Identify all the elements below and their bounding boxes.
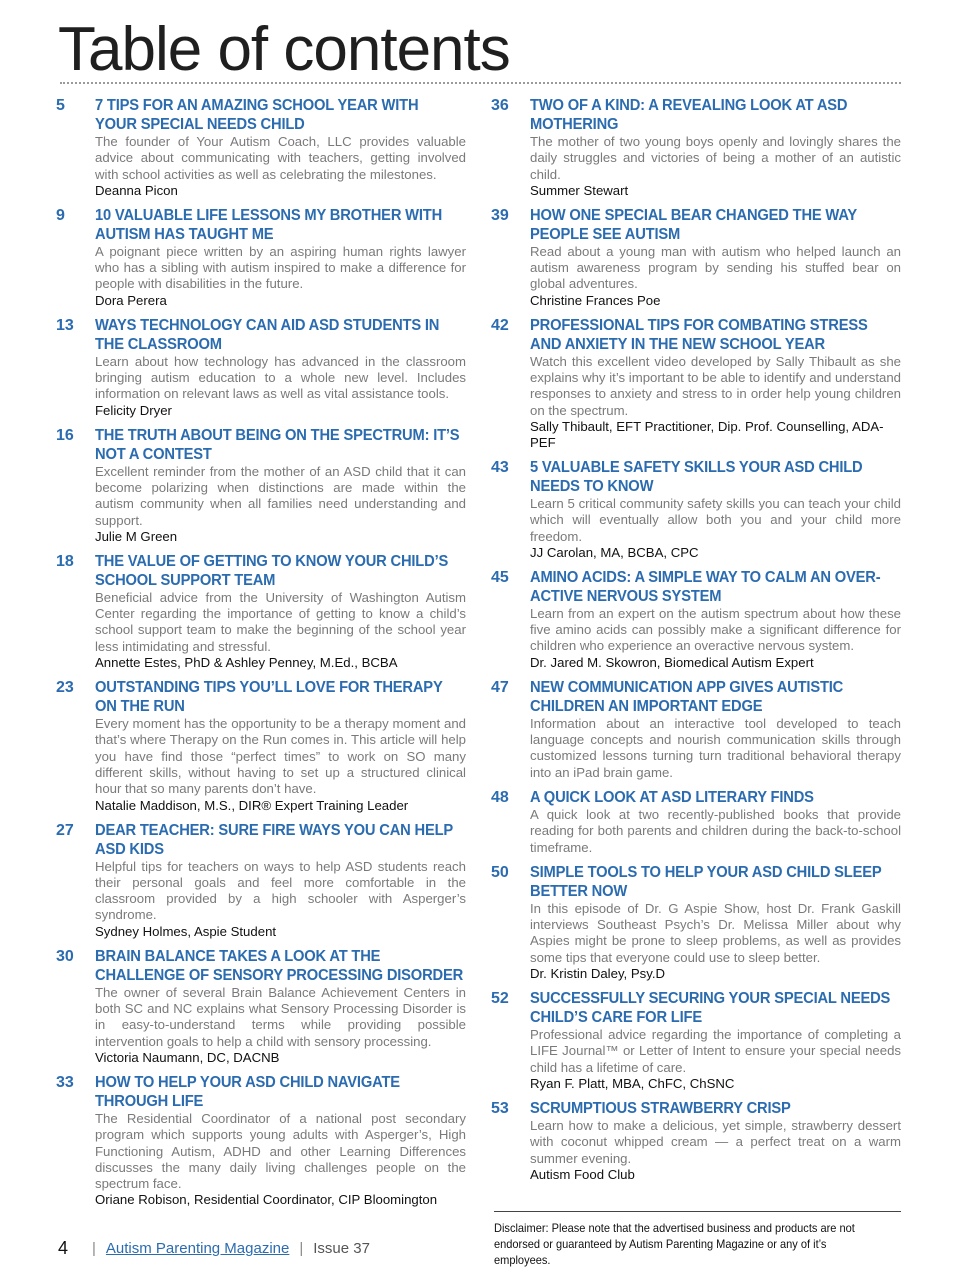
footer-separator: | <box>92 1240 96 1257</box>
toc-page-number: 50 <box>491 863 509 881</box>
toc-entry-title[interactable]: SIMPLE TOOLS TO HELP YOUR ASD CHILD SLEEP BETTER NOW <box>530 863 882 900</box>
toc-entry-body <box>95 678 466 813</box>
toc-entry-title[interactable]: OUTSTANDING TIPS YOU’LL LOVE FOR THERAPY ON THE RUN <box>95 679 443 716</box>
toc-entry[interactable] <box>491 206 901 309</box>
toc-page-number: 52 <box>491 990 509 1008</box>
toc-entry-author: Dora Perera <box>95 292 167 308</box>
toc-entry-description: In this episode of Dr. G Aspie Show, host Dr. Frank Gaskill interviews Southeast Psych’s Dr. Melissa Miller about why Aspies might be prone to sleep problems, as well as provides some tips that everyone could use to sleep better. <box>530 900 901 965</box>
toc-entry-body <box>530 206 901 309</box>
toc-entry-title[interactable]: HOW ONE SPECIAL BEAR CHANGED THE WAY PEOPLE SEE AUTISM <box>530 206 857 243</box>
toc-entry-description: Watch this excellent video developed by Sally Thibault as she explains why it’s important to be able to identify and understand responses to anxiety and stress to in order help young children on the spectrum. <box>530 353 901 418</box>
toc-entry-body <box>530 96 901 199</box>
toc-entry[interactable] <box>56 552 466 671</box>
toc-entry-author: Deanna Picon <box>95 182 178 198</box>
toc-entry-author: Annette Estes, PhD & Ashley Penney, M.Ed., BCBA <box>95 655 398 671</box>
toc-entry-body <box>95 947 466 1066</box>
toc-entry-body <box>530 788 901 856</box>
toc-entry-title[interactable]: 5 VALUABLE SAFETY SKILLS YOUR ASD CHILD NEEDS TO KNOW <box>530 458 863 495</box>
toc-page-number: 45 <box>491 568 509 586</box>
toc-entry-body <box>95 316 466 419</box>
toc-entry[interactable] <box>56 206 466 309</box>
toc-entry-title[interactable]: A QUICK LOOK AT ASD LITERARY FINDS <box>530 788 814 806</box>
toc-entry-description: Learn 5 critical community safety skills you can teach your child which will eventually allow both you and your child more freedom. <box>530 495 901 544</box>
toc-entry-body <box>530 678 901 781</box>
toc-page-number: 47 <box>491 678 509 696</box>
toc-entry-description: A quick look at two recently-published books that provide reading for both parents and children during the back-to-school timeframe. <box>530 806 901 855</box>
toc-entry[interactable] <box>491 458 901 561</box>
toc-column-left <box>56 96 466 1215</box>
toc-entry[interactable] <box>491 678 901 781</box>
toc-entry-author: Dr. Jared M. Skowron, Biomedical Autism Expert <box>530 654 814 670</box>
toc-page-number: 53 <box>491 1099 509 1117</box>
toc-entry-description: The founder of Your Autism Coach, LLC provides valuable advice about communicating with teachers, getting involved with school activities as well as celebrating the milestones. <box>95 134 466 182</box>
toc-entry-description: Information about an interactive tool developed to teach language concepts and nourish communication skills through customized lessons turning turn traditional behavioral therapy into an iPad brain game. <box>530 715 901 780</box>
toc-entry-title[interactable]: HOW TO HELP YOUR ASD CHILD NAVIGATE THROUGH LIFE <box>95 1073 400 1110</box>
toc-entry-author: Summer Stewart <box>530 182 629 198</box>
toc-entry-author: Christine Frances Poe <box>530 292 661 308</box>
toc-page-number: 18 <box>56 552 74 570</box>
toc-entry-body <box>530 316 901 451</box>
toc-page-number: 33 <box>56 1073 74 1091</box>
toc-entry-description: Learn how to make a delicious, yet simple, strawberry dessert with coconut whipped cream — a perfect treat on a warm summer evening. <box>530 1117 901 1166</box>
toc-entry-description: Excellent reminder from the mother of an ASD child that it can become polarizing when distinctions are made within the autism community when all families need understanding and support. <box>95 463 466 528</box>
toc-entry-description: Learn about how technology has advanced in the classroom bringing autism education to a whole new level. Includes information on relevant laws as well as vital assistance tools. <box>95 353 466 402</box>
toc-entry-description: The Residential Coordinator of a national post secondary program which supports young adults with Asperger’s, High Functioning Autism, ADHD and other Learning Differences discusses the many daily living challenges people on the spectrum face. <box>95 1110 466 1192</box>
toc-entry-title[interactable]: WAYS TECHNOLOGY CAN AID ASD STUDENTS IN THE CLASSROOM <box>95 316 440 353</box>
toc-entry-body <box>95 426 466 545</box>
toc-entry-title[interactable]: PROFESSIONAL TIPS FOR COMBATING STRESS AND ANXIETY IN THE NEW SCHOOL YEAR <box>530 316 868 353</box>
toc-entry-body <box>530 568 901 671</box>
page-title: Table of contents <box>58 15 510 84</box>
toc-entry-title[interactable]: THE TRUTH ABOUT BEING ON THE SPECTRUM: IT’S NOT A CONTEST <box>95 426 460 463</box>
toc-entry-author: JJ Carolan, MA, BCBA, CPC <box>530 544 699 560</box>
toc-entry-author: Ryan F. Platt, MBA, ChFC, ChSNC <box>530 1075 735 1091</box>
toc-entry-body <box>530 863 901 982</box>
toc-entry-author: Natalie Maddison, M.S., DIR® Expert Training Leader <box>95 797 409 813</box>
toc-entry-body <box>95 1073 466 1208</box>
toc-entry[interactable] <box>56 678 466 813</box>
toc-entry-author: Oriane Robison, Residential Coordinator, CIP Bloomington <box>95 1192 438 1208</box>
toc-page-number: 13 <box>56 316 74 334</box>
toc-entry[interactable] <box>491 568 901 671</box>
toc-entry-title[interactable]: 10 VALUABLE LIFE LESSONS MY BROTHER WITH AUTISM HAS TAUGHT ME <box>95 206 443 243</box>
toc-entry-title[interactable]: THE VALUE OF GETTING TO KNOW YOUR CHILD’S SCHOOL SUPPORT TEAM <box>95 552 449 589</box>
page-footer <box>58 1238 370 1259</box>
toc-entry[interactable] <box>56 426 466 545</box>
toc-page-number: 9 <box>56 206 65 224</box>
toc-entry[interactable] <box>491 788 901 856</box>
toc-entry[interactable] <box>491 1099 901 1183</box>
toc-entry[interactable] <box>56 821 466 940</box>
toc-entry-description: Helpful tips for teachers on ways to help ASD students reach their personal goals and feel more comfortable in the classroom provided by a high schooler with Asperger’s syndrome. <box>95 858 466 923</box>
footer-page-number: 4 <box>58 1238 69 1258</box>
toc-entry-title[interactable]: TWO OF A KIND: A REVEALING LOOK AT ASD MOTHERING <box>530 97 848 133</box>
toc-entry[interactable] <box>491 316 901 451</box>
toc-entry-description: The owner of several Brain Balance Achievement Centers in both SC and NC explains what Sensory Processing Disorder is in easy-to-understand terms while providing possible intervention goals to help a child with sensory processing. <box>95 984 466 1049</box>
footer-separator: | <box>299 1240 304 1257</box>
toc-entry[interactable] <box>56 96 466 199</box>
toc-column-right <box>491 96 901 1190</box>
disclaimer-divider <box>494 1211 901 1212</box>
toc-page-number: 30 <box>56 947 74 965</box>
toc-entry-body <box>95 96 466 199</box>
toc-entry-title[interactable]: DEAR TEACHER: SURE FIRE WAYS YOU CAN HELP ASD KIDS <box>95 821 453 858</box>
toc-entry-author: Julie M Green <box>95 528 178 544</box>
toc-entry-title[interactable]: BRAIN BALANCE TAKES A LOOK AT THE CHALLENGE OF SENSORY PROCESSING DISORDER <box>95 947 464 984</box>
toc-entry-title[interactable]: NEW COMMUNICATION APP GIVES AUTISTIC CHILDREN AN IMPORTANT EDGE <box>530 678 844 715</box>
toc-entry-author: Autism Food Club <box>530 1166 635 1182</box>
toc-entry[interactable] <box>56 1073 466 1208</box>
toc-entry-body <box>95 552 466 671</box>
toc-entry-description: Learn from an expert on the autism spectrum about how these five amino acids can possibly make a significant difference for children who experience an overactive nervous system. <box>530 605 901 654</box>
toc-entry-description: A poignant piece written by an aspiring human rights lawyer who has a sibling with autism inspired to make a difference for people with disabilities in the future. <box>95 243 466 292</box>
toc-page-number: 36 <box>491 97 509 114</box>
toc-entry-author: Dr. Kristin Daley, Psy.D <box>530 966 666 982</box>
toc-entry-description: Beneficial advice from the University of Washington Autism Center regarding the importance of getting to know a child’s school support team to make the beginning of the school year less intimidating and stressful. <box>95 589 466 654</box>
toc-page-number: 16 <box>56 426 74 444</box>
toc-entry-description: The mother of two young boys openly and lovingly shares the daily struggles and victories of being a mother of an autistic child. <box>530 134 901 182</box>
magazine-link[interactable]: Autism Parenting Magazine <box>105 1240 290 1257</box>
toc-entry[interactable] <box>56 316 466 419</box>
footer-issue: Issue 37 <box>313 1240 370 1257</box>
toc-entry-title[interactable]: AMINO ACIDS: A SIMPLE WAY TO CALM AN OVER-ACTIVE NERVOUS SYSTEM <box>530 568 881 605</box>
title-divider <box>60 82 901 84</box>
toc-page-number: 48 <box>491 788 509 806</box>
toc-entry-author: Sydney Holmes, Aspie Student <box>95 923 277 939</box>
toc-page-number: 23 <box>56 679 74 697</box>
toc-page-number: 39 <box>491 206 509 224</box>
toc-entry-body <box>95 206 466 309</box>
toc-entry-body <box>95 821 466 940</box>
toc-entry[interactable] <box>56 947 466 1066</box>
toc-entry[interactable] <box>491 96 901 199</box>
toc-entry-author: Felicity Dryer <box>95 402 172 418</box>
toc-entry-title[interactable]: 7 TIPS FOR AN AMAZING SCHOOL YEAR WITH YOUR SPECIAL NEEDS CHILD <box>95 97 419 133</box>
toc-entry-author: Victoria Naumann, DC, DACNB <box>95 1049 280 1065</box>
toc-entry[interactable] <box>491 863 901 982</box>
toc-entry-title[interactable]: SUCCESSFULLY SECURING YOUR SPECIAL NEEDS CHILD’S CARE FOR LIFE <box>530 990 891 1027</box>
toc-page-number: 27 <box>56 821 74 839</box>
toc-page-number: 43 <box>491 458 509 476</box>
toc-entry-description: Professional advice regarding the importance of completing a LIFE Journal™ or Letter of Intent to ensure your special needs child has a lifetime of care. <box>530 1027 901 1075</box>
toc-entry-description: Read about a young man with autism who helped launch an autism awareness program by sending his stuffed bear on global adventures. <box>530 243 901 292</box>
toc-entry-author: Sally Thibault, EFT Practitioner, Dip. Prof. Counselling, ADA-PEF <box>530 418 884 450</box>
toc-page-number: 5 <box>56 97 65 114</box>
toc-entry-body <box>530 1099 901 1183</box>
disclaimer-text: Disclaimer: Please note that the advertised business and products are not endorsed or guaranteed by Autism Parenting Magazine or any of it’s employees. <box>494 1221 855 1267</box>
toc-entry-body <box>530 458 901 561</box>
toc-entry[interactable] <box>491 989 901 1092</box>
toc-entry-description: Every moment has the opportunity to be a therapy moment and that’s where Therapy on the Run comes in. This article will help you have find those “perfect times” to work on SO many different skills, without having to set up a structured clinical hour that so many parents don’t have. <box>95 716 466 797</box>
toc-page-number: 42 <box>491 316 509 334</box>
toc-entry-body <box>530 989 901 1092</box>
toc-entry-title[interactable]: SCRUMPTIOUS STRAWBERRY CRISP <box>530 1099 791 1117</box>
